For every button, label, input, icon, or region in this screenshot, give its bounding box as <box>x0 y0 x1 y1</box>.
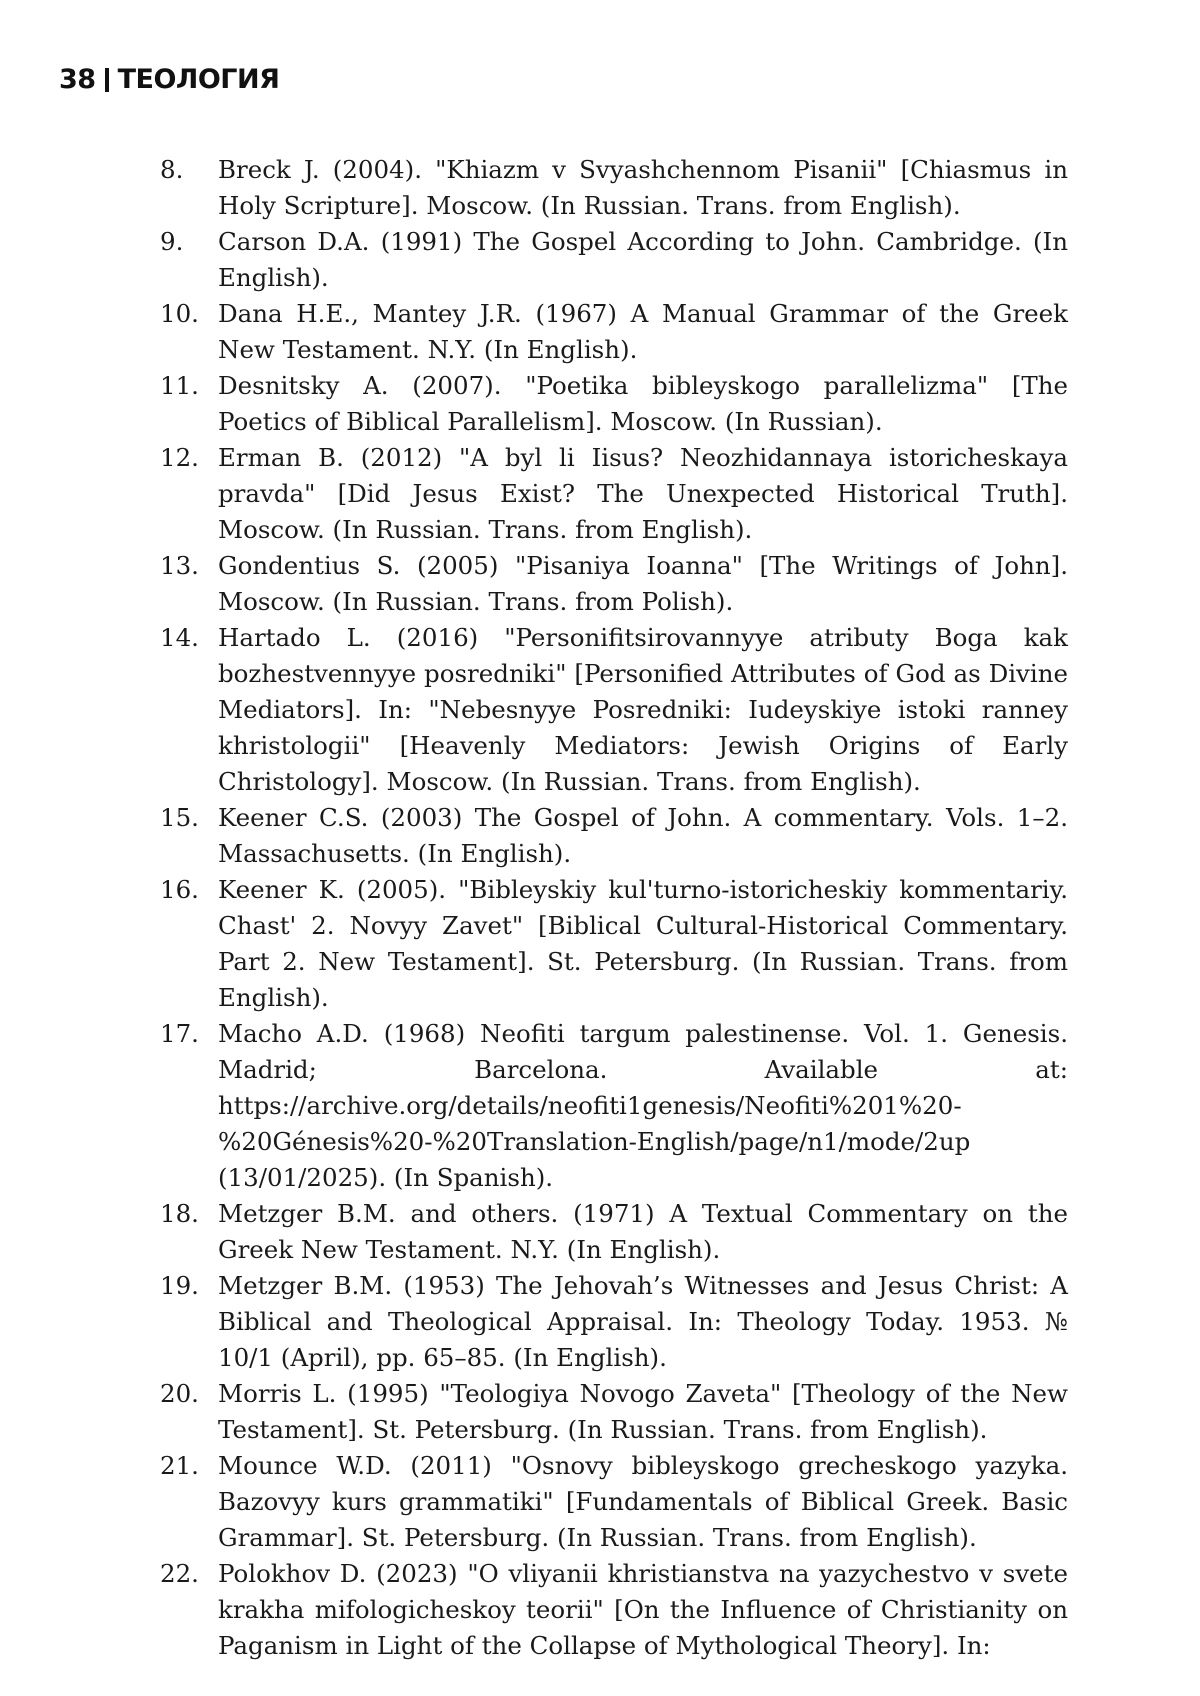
reference-item <box>160 1016 1068 1196</box>
reference-text: Gondentius S. (2005) "Pisaniya Ioanna" [The Writings of John]. Moscow. (In Russian. Trans. from Polish). <box>218 551 1068 616</box>
reference-text: Macho A.D. (1968) Neofiti targum palestinense. Vol. 1. Genesis. Madrid; Barcelona. Available at: https://archive.org/details/neofiti1genesis/Neofiti%201%20-%20Génesis%20-%20Translation-English/page/n1/mode/2up (13/01/2025). (In Spanish). <box>218 1019 1068 1192</box>
reference-number: 11. <box>160 371 199 400</box>
reference-number: 15. <box>160 803 199 832</box>
reference-text: Keener K. (2005). "Bibleyskiy kul'turno-istoricheskiy kommentariy. Chast' 2. Novyy Zavet" [Biblical Cultural-Historical Commentary. Part 2. New Testament]. St. Petersburg. (In Russian. Trans. from English). <box>218 875 1068 1012</box>
reference-number: 8. <box>160 155 184 184</box>
reference-number: 16. <box>160 875 199 904</box>
reference-item <box>160 872 1068 1016</box>
reference-number: 14. <box>160 623 199 652</box>
reference-item <box>160 1556 1068 1664</box>
reference-number: 12. <box>160 443 199 472</box>
reference-item <box>160 440 1068 548</box>
reference-number: 10. <box>160 299 199 328</box>
reference-item <box>160 548 1068 620</box>
page-number: 38 <box>59 64 96 95</box>
reference-number: 18. <box>160 1199 199 1228</box>
reference-item <box>160 1376 1068 1448</box>
reference-number: 22. <box>160 1559 199 1588</box>
reference-number: 19. <box>160 1271 199 1300</box>
reference-text: Metzger B.M. (1953) The Jehovah’s Witnesses and Jesus Christ: A Biblical and Theological Appraisal. In: Theology Today. 1953. № 10/1 (April), pp. 65–85. (In English). <box>218 1271 1068 1372</box>
reference-item <box>160 1448 1068 1556</box>
reference-item <box>160 800 1068 872</box>
reference-item <box>160 368 1068 440</box>
reference-list <box>160 152 1068 1664</box>
reference-number: 9. <box>160 227 184 256</box>
reference-text: Metzger B.M. and others. (1971) A Textual Commentary on the Greek New Testament. N.Y. (In English). <box>218 1199 1068 1264</box>
reference-text: Dana H.E., Mantey J.R. (1967) A Manual Grammar of the Greek New Testament. N.Y. (In English). <box>218 299 1068 364</box>
reference-item <box>160 1268 1068 1376</box>
reference-text: Hartado L. (2016) "Personifitsirovannyye atributy Boga kak bozhestvennyye posredniki" [Personified Attributes of God as Divine Mediators]. In: "Nebesnyye Posredniki: Iudeyskiye istoki ranney khristologii" [Heavenly Mediators: Jewish Origins of Early Christology]. Moscow. (In Russian. Trans. from English). <box>218 623 1068 796</box>
reference-text: Desnitsky A. (2007). "Poetika bibleyskogo parallelizma" [The Poetics of Biblical Parallelism]. Moscow. (In Russian). <box>218 371 1068 436</box>
reference-text: Polokhov D. (2023) "O vliyanii khristianstva na yazychestvo v svete krakha mifologicheskoy teorii" [On the Influence of Christianity on Paganism in Light of the Collapse of Mythological Theory]. In: <box>218 1559 1068 1660</box>
reference-item <box>160 1196 1068 1268</box>
reference-item <box>160 224 1068 296</box>
reference-text: Erman B. (2012) "A byl li Iisus? Neozhidannaya istoricheskaya pravda" [Did Jesus Exist? The Unexpected Historical Truth]. Moscow. (In Russian. Trans. from English). <box>218 443 1068 544</box>
reference-item <box>160 620 1068 800</box>
reference-text: Mounce W.D. (2011) "Osnovy bibleyskogo grecheskogo yazyka. Bazovyy kurs grammatiki" [Fundamentals of Biblical Greek. Basic Grammar]. St. Petersburg. (In Russian. Trans. from English). <box>218 1451 1068 1552</box>
reference-text: Breck J. (2004). "Khiazm v Svyashchennom Pisanii" [Chiasmus in Holy Scripture]. Moscow. (In Russian. Trans. from English). <box>218 155 1068 220</box>
running-head <box>59 64 279 95</box>
reference-number: 17. <box>160 1019 199 1048</box>
reference-number: 13. <box>160 551 199 580</box>
reference-item <box>160 296 1068 368</box>
reference-text: Carson D.A. (1991) The Gospel According to John. Cambridge. (In English). <box>218 227 1068 292</box>
reference-item <box>160 152 1068 224</box>
header-divider <box>105 68 109 92</box>
reference-text: Keener C.S. (2003) The Gospel of John. A commentary. Vols. 1–2. Massachusetts. (In English). <box>218 803 1068 868</box>
section-title: ТЕОЛОГИЯ <box>117 64 280 95</box>
reference-text: Morris L. (1995) "Teologiya Novogo Zaveta" [Theology of the New Testament]. St. Petersburg. (In Russian. Trans. from English). <box>218 1379 1068 1444</box>
reference-number: 21. <box>160 1451 199 1480</box>
reference-number: 20. <box>160 1379 199 1408</box>
